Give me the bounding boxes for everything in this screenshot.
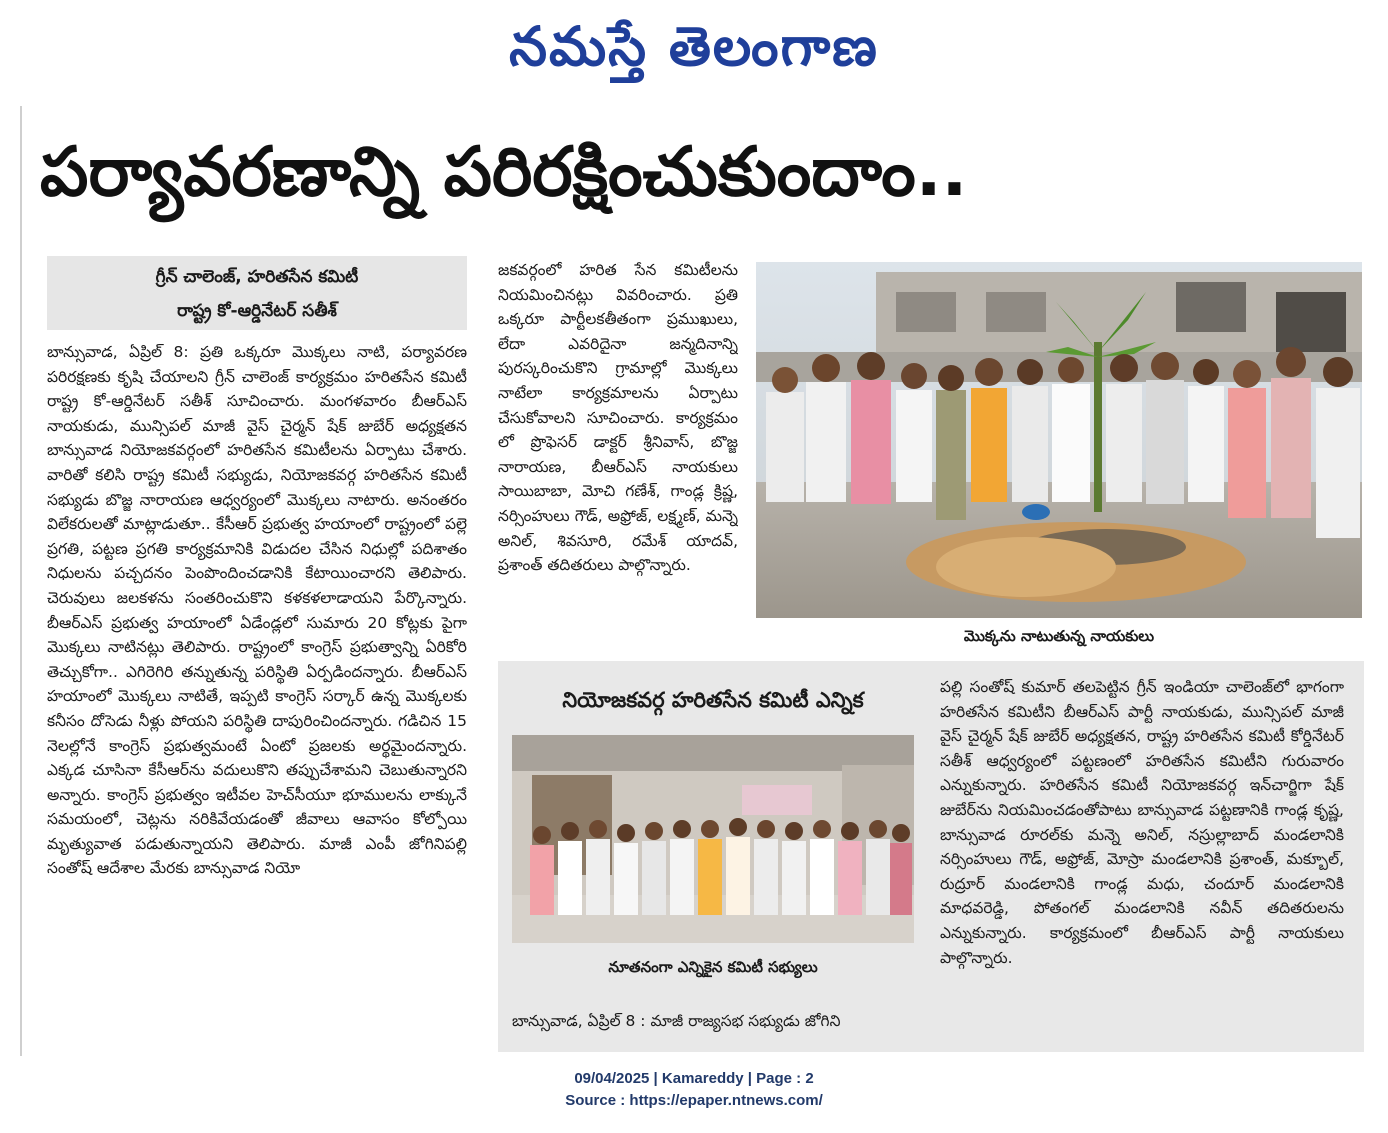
footer-source: Source : https://epaper.ntnews.com/: [565, 1092, 823, 1109]
photo-planting-ceremony: [756, 262, 1362, 618]
subhead-line-2: రాష్ట్ర కో-ఆర్డినేటర్ సతీశ్: [177, 301, 337, 321]
headline: పర్యావరణాన్ని పరిరక్షించుకుందాం..: [40, 133, 968, 212]
subhead-box: [47, 256, 467, 330]
subhead-line-1: గ్రీన్ చాలెంజ్, హరితసేన కమిటీ: [155, 267, 359, 287]
photo-planting-image: [756, 262, 1362, 618]
footer-date-edition: 09/04/2025 | Kamareddy | Page : 2: [574, 1070, 814, 1087]
photo-caption-committee: నూతనంగా ఎన్నికైన కమిటీ సభ్యులు: [608, 958, 818, 976]
photo-committee-image: [512, 735, 914, 943]
photo-committee-members: [512, 735, 914, 943]
photo-caption-planting: మొక్కను నాటుతున్న నాయకులు: [963, 627, 1155, 645]
article-column-1: బాన్సువాడ, ఏప్రిల్ 8: ప్రతి ఒక్కరూ మొక్కలు నాటి, పర్యావరణ పరిరక్షణకు కృషి చేయాలని గ్రీన్ చాలెంజ్ కార్యక్రమం హరితసేన కమిటీ రాష్ట్ర కో-ఆర్డినేటర్ సతీశ్ సూచించారు. మంగళవారం బీఆర్ఎస్ నాయకుడు, మున్సిపల్ మాజీ వైస్ చైర్మన్ షేక్ జుబేర్ అధ్యక్షతన బాన్సువాడ నియోజకవర్గంలో హరితసేన కమిటీలను ఏర్పాటు చేశారు. వారితో కలిసి రాష్ట్ర కమిటీ సభ్యుడు, నియోజకవర్గ హరితసేన కమిటీ సభ్యుడు బొజ్జ నారాయణ ఆధ్వర్యంలో మొక్కలు నాటారు. అనంతరం విలేకరులతో మాట్లాడుతూ.. కేసీఆర్ ప్రభుత్వ హయాంలో రాష్ట్రంలో పల్లె ప్రగతి, పట్టణ ప్రగతి కార్యక్రమానికి విడుదల చేసిన నిధుల్లో పదిశాతం నిధులను పచ్చదనం పెంపొందించడానికి కేటాయించారని తెలిపారు. చెరువులు జలకళను సంతరించుకొని కళకళలాడాయని పేర్కొన్నారు. బీఆర్ఎస్ ప్రభుత్వ హయాంలో ఏడేండ్లలో సుమారు 20 కోట్లకు పైగా మొక్కలు నాటినట్లు తెలిపారు. రాష్ట్రంలో కాంగ్రెస్ ప్రభుత్వాన్ని ఏరికోరి తెచ్చుకోగా.. ఎగిరెగిరి తన్నుతున్న పరిస్థితి ఏర్పడిందన్నారు. బీఆర్ఎస్ హయాంలో మొక్కలు నాటితే, ఇప్పటి కాంగ్రెస్ సర్కార్ ఉన్న మొక్కలకు కనీసం దోసెడు నీళ్లు పోయని పరిస్థితి దాపురించిందన్నారు. గడిచిన 15 నెలల్లోనే కాంగ్రెస్ ప్రభుత్వమంటే ఏంటో ప్రజలకు అర్థమైందన్నారు. ఎక్కడ చూసినా కేసీఆర్‌ను వదులుకొని తప్పుచేశామని చెబుతున్నారని అన్నారు. కాంగ్రెస్ ప్రభుత్వం ఇటీవల హెచ్‌సీయూ భూములను లాక్కునే సమయంలో, చెట్లను నరికివేయడంతో జీవాలు ఆవాసం కోల్పోయి మృత్యువాత పడుతున్నాయని తెలిపారు. మాజీ ఎంపీ జోగినిపల్లి సంతోష్ ఆదేశాల మేరకు బాన్సువాడ నియో: [47, 343, 467, 878]
footer: [0, 1068, 1388, 1112]
article2-intro: బాన్సువాడ, ఏప్రిల్ 8 : మాజీ రాజ్యసభ సభ్యుడు జోగిని: [512, 1012, 841, 1030]
article-title-committee: నియోజకవర్గ హరితసేన కమిటీ ఎన్నిక: [562, 688, 864, 712]
article2-body: పల్లి సంతోష్ కుమార్ తలపెట్టిన గ్రీన్ ఇండియా చాలెంజ్‌లో భాగంగా హరితసేన కమిటీని బీఆర్ఎస్ పార్టీ నాయకుడు, మున్సిపల్ మాజీ వైస్ చైర్మన్ షేక్ జుబేర్ అధ్యక్షతన, రాష్ట్ర హరితసేన కమిటీ కోర్డినేటర్ సతీశ్ ఆధ్వర్యంలో పట్టణంలో హరితసేన కమిటీని గురువారం ఎన్నుకున్నారు. హరితసేన కమిటీ నియోజకవర్గ ఇన్‌చార్జిగా షేక్ జుబేర్‌ను నియమించడంతోపాటు బాన్సువాడ పట్టణానికి గాండ్ల కృష్ణ, బాన్సువాడ రూరల్‌కు మన్నె అనిల్, నస్రుల్లాబాద్ మండలానికి నర్సింహులు గౌడ్, అఫ్రోజ్, మోస్రా మండలానికి ప్రశాంత్, మక్బూల్, రుద్రూర్ మండలానికి గాండ్ల మధు, చందూర్ మండలానికి మాధవరెడ్డి, పోతంగల్ మండలానికి నవీన్ తదితరులను ఎన్నుకున్నారు. కార్యక్రమంలో బీఆర్ఎస్ పార్టీ నాయకులు పాల్గొన్నారు.: [940, 678, 1344, 967]
page-divider: [20, 106, 22, 1056]
masthead-logo: నమస్తే తెలంగాణ: [509, 14, 879, 78]
article-column-2: జకవర్గంలో హరిత సేన కమిటీలను నియమించినట్లు వివరించారు. ప్రతి ఒక్కరూ పార్టీలకతీతంగా ప్రముఖులు, లేదా ఎవరిదైనా జన్మదినాన్ని పురస్కరించుకొని గ్రామాల్లో మొక్కలు నాటేలా కార్యక్రమాలను ఏర్పాటు చేసుకోవాలని సూచించారు. కార్యక్రమం లో ప్రొఫెసర్ డాక్టర్ శ్రీనివాస్, బొజ్జ నారాయణ, బీఆర్ఎస్ నాయకులు సాయిబాబా, మోచి గణేశ్, గాండ్ల క్రిష్ణ, నర్సింహులు గౌడ్, అఫ్రోజ్, లక్ష్మణ్, మన్నె అనిల్, శివసూరి, రమేశ్ యాదవ్, ప్రశాంత్ తదితరులు పాల్గొన్నారు.: [498, 261, 738, 575]
